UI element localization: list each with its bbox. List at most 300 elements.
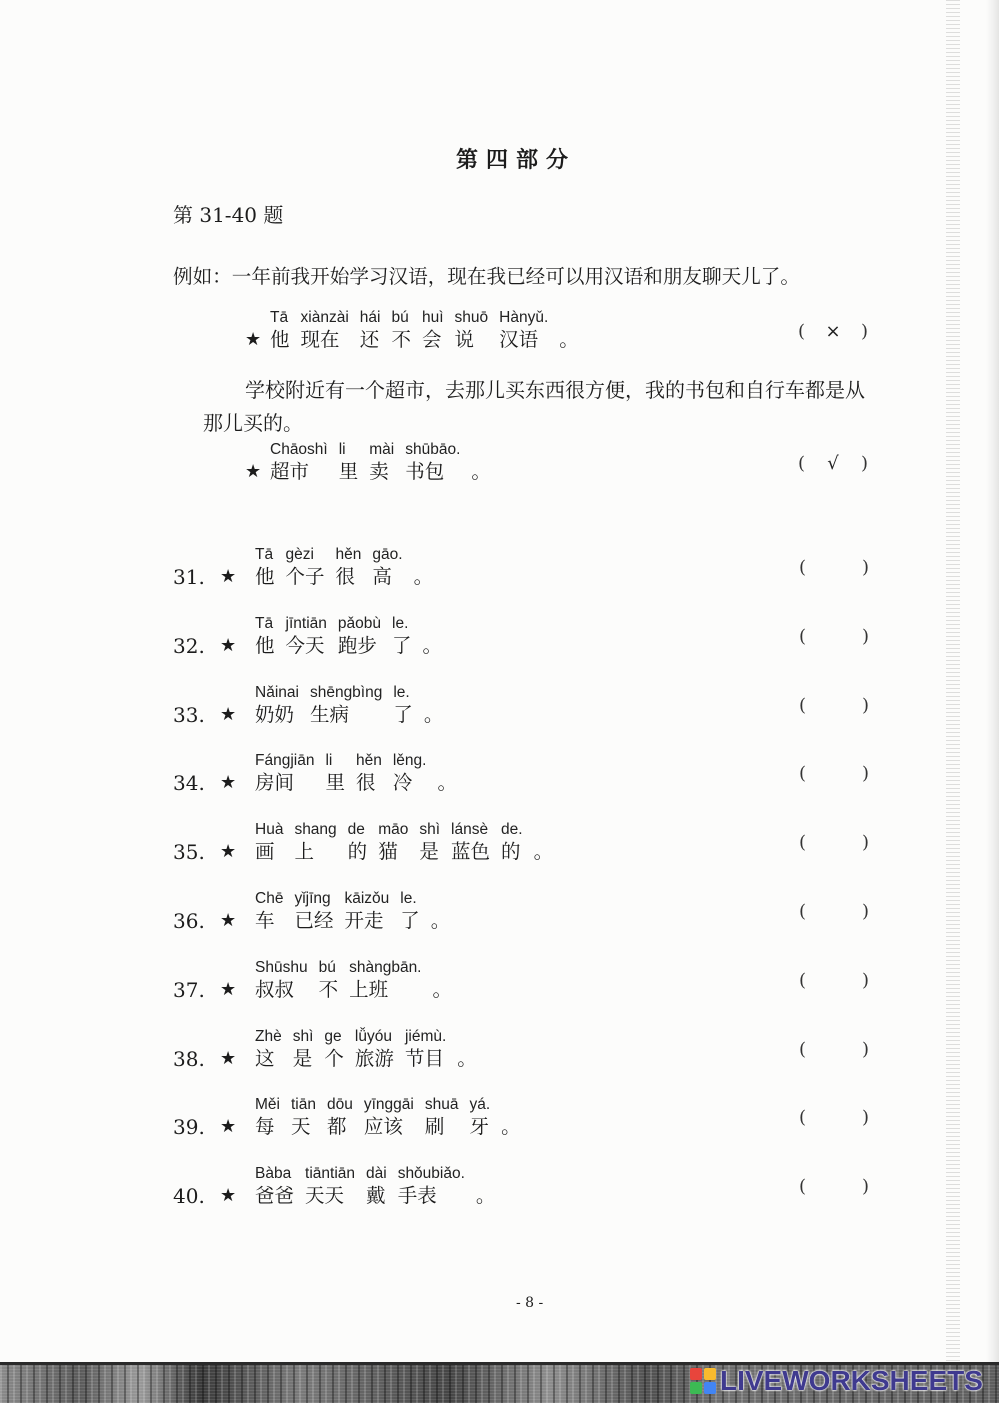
word bbox=[534, 820, 554, 864]
question-item bbox=[173, 751, 893, 820]
hanzi: 不 bbox=[391, 328, 411, 351]
hanzi: 上班 bbox=[349, 977, 389, 1001]
word bbox=[501, 820, 523, 864]
word bbox=[419, 820, 440, 864]
scan-edge-margin bbox=[986, 0, 999, 1362]
hanzi: 他 bbox=[255, 565, 275, 588]
passage-line: 那儿买的。 bbox=[203, 411, 303, 435]
pinyin: bú bbox=[318, 958, 336, 976]
question-item bbox=[173, 1095, 893, 1164]
word bbox=[294, 820, 336, 864]
hanzi: 爸爸 bbox=[255, 1184, 295, 1208]
hanzi: 节目 bbox=[404, 1046, 444, 1070]
word bbox=[255, 545, 275, 589]
question-number: 39. bbox=[173, 1115, 205, 1140]
word bbox=[286, 545, 325, 589]
paren-close: ) bbox=[861, 832, 869, 854]
sentence bbox=[255, 820, 553, 864]
example-label: 例如： bbox=[173, 265, 232, 288]
pinyin bbox=[471, 440, 491, 460]
pinyin bbox=[414, 545, 434, 565]
pinyin: lánsè bbox=[451, 821, 489, 839]
question-number: 32. bbox=[173, 633, 205, 658]
paren-open: ( bbox=[798, 453, 806, 474]
word bbox=[425, 1095, 459, 1139]
question-number: 35. bbox=[173, 840, 205, 865]
pinyin: jiémù. bbox=[404, 1027, 447, 1045]
hanzi: 里 bbox=[338, 460, 359, 483]
word bbox=[255, 889, 283, 933]
star-icon: ★ bbox=[220, 566, 237, 587]
hanzi: 。 bbox=[471, 460, 491, 483]
sentence bbox=[255, 751, 457, 795]
statement-line bbox=[173, 545, 893, 589]
question-number: 37. bbox=[173, 977, 205, 1002]
question-item bbox=[173, 683, 893, 752]
hanzi: 说 bbox=[454, 328, 475, 351]
word bbox=[437, 751, 457, 795]
pinyin: shì bbox=[419, 821, 441, 839]
word bbox=[400, 889, 420, 933]
pinyin: tiāntiān bbox=[305, 1165, 355, 1183]
pinyin: lǚyóu bbox=[354, 1027, 392, 1045]
pinyin: hěn bbox=[355, 752, 382, 770]
answer-box[interactable] bbox=[799, 969, 869, 993]
pinyin: pǎobù bbox=[337, 614, 381, 632]
paren-open: ( bbox=[799, 625, 807, 647]
page-number: - 8 - bbox=[516, 1295, 544, 1311]
statement-line bbox=[173, 751, 893, 795]
star-icon: ★ bbox=[220, 772, 237, 794]
hanzi: 的 bbox=[501, 840, 521, 864]
answer-box[interactable] bbox=[799, 900, 869, 924]
hanzi: 书包 bbox=[405, 460, 445, 483]
star-icon: ★ bbox=[220, 1116, 237, 1138]
pinyin: mài bbox=[369, 441, 395, 458]
word bbox=[327, 1095, 353, 1139]
word bbox=[455, 308, 489, 352]
section-title: 第四部分 bbox=[456, 147, 577, 173]
word bbox=[476, 1164, 496, 1208]
word bbox=[356, 751, 382, 795]
hanzi: 超市 bbox=[270, 460, 310, 483]
word bbox=[433, 958, 453, 1002]
word bbox=[301, 308, 349, 352]
paren-close: ) bbox=[861, 1038, 869, 1060]
sentence bbox=[255, 1027, 477, 1071]
word bbox=[349, 958, 421, 1002]
hanzi: 是 bbox=[419, 840, 439, 864]
question-item bbox=[173, 614, 893, 683]
word bbox=[499, 308, 548, 352]
paren-close: ) bbox=[861, 694, 869, 716]
sentence bbox=[270, 308, 579, 352]
pinyin: Měi bbox=[255, 1096, 280, 1114]
word bbox=[369, 440, 394, 484]
word bbox=[255, 683, 299, 727]
sentence bbox=[255, 545, 433, 589]
pinyin: Huà bbox=[255, 821, 284, 839]
hanzi: 卖 bbox=[369, 460, 389, 483]
paren-close: ) bbox=[860, 453, 868, 474]
hanzi: 个子 bbox=[285, 565, 325, 588]
hanzi: 很 bbox=[355, 771, 376, 795]
logo-square-icon bbox=[704, 1382, 716, 1394]
question-number: 36. bbox=[173, 908, 205, 933]
hanzi: 旅游 bbox=[354, 1046, 394, 1070]
pinyin: de. bbox=[501, 821, 523, 839]
word bbox=[293, 1027, 314, 1071]
sentence bbox=[255, 958, 452, 1002]
pinyin bbox=[559, 308, 579, 328]
question-number: 34. bbox=[173, 771, 205, 796]
word bbox=[364, 1095, 414, 1139]
pinyin: le. bbox=[392, 614, 409, 632]
hanzi: 很 bbox=[335, 565, 356, 588]
word bbox=[255, 958, 308, 1002]
question-item bbox=[173, 958, 893, 1027]
paren-open: ( bbox=[799, 763, 807, 785]
word bbox=[471, 440, 491, 484]
statement-line bbox=[173, 614, 893, 658]
paren-close: ) bbox=[861, 1176, 869, 1198]
hanzi: 车 bbox=[255, 908, 275, 932]
hanzi: 已经 bbox=[294, 908, 334, 932]
answer-box[interactable] bbox=[799, 694, 869, 718]
hanzi: 叔叔 bbox=[255, 977, 295, 1001]
paren-close: ) bbox=[860, 321, 868, 342]
word bbox=[414, 545, 434, 589]
word bbox=[422, 308, 444, 352]
scan-edge-shadow bbox=[946, 0, 960, 1362]
hanzi: 还 bbox=[359, 328, 380, 351]
pinyin bbox=[431, 889, 451, 909]
statement-line bbox=[173, 889, 893, 933]
word bbox=[255, 820, 283, 864]
pinyin: xiànzài bbox=[300, 309, 349, 326]
hanzi: 这 bbox=[255, 1046, 275, 1070]
hanzi: 房间 bbox=[255, 771, 295, 795]
sentence bbox=[255, 1164, 495, 1208]
star-icon: ★ bbox=[220, 909, 237, 931]
word bbox=[270, 440, 328, 484]
pinyin: hái bbox=[359, 309, 381, 326]
pinyin: Bàba bbox=[255, 1165, 292, 1183]
example-passage-2 bbox=[203, 374, 883, 440]
hanzi: 他 bbox=[255, 633, 275, 657]
paren-open: ( bbox=[799, 694, 807, 716]
word bbox=[393, 683, 413, 727]
word bbox=[319, 958, 339, 1002]
pinyin: shì bbox=[292, 1027, 314, 1045]
word bbox=[393, 751, 427, 795]
logo-square-icon bbox=[690, 1382, 702, 1394]
paren-close: ) bbox=[861, 557, 869, 578]
word bbox=[392, 614, 412, 658]
hanzi: 应该 bbox=[363, 1115, 403, 1139]
hanzi: 了 bbox=[400, 908, 420, 932]
pinyin: Chē bbox=[255, 889, 284, 907]
word bbox=[255, 1164, 294, 1208]
word bbox=[344, 889, 389, 933]
answer-box[interactable] bbox=[798, 320, 868, 344]
word bbox=[255, 1027, 282, 1071]
word bbox=[398, 1164, 465, 1208]
hanzi: 牙 bbox=[469, 1115, 489, 1139]
statement-line bbox=[245, 308, 885, 352]
pinyin: Hànyǔ. bbox=[499, 309, 549, 326]
pinyin bbox=[437, 751, 457, 771]
pinyin: Chāoshì bbox=[270, 441, 328, 458]
paren-open: ( bbox=[799, 1107, 807, 1129]
hanzi: 开走 bbox=[344, 908, 384, 932]
word bbox=[255, 1095, 280, 1139]
pinyin: shàngbān. bbox=[349, 958, 422, 976]
paren-close: ) bbox=[861, 1107, 869, 1129]
question-item bbox=[173, 889, 893, 958]
example-statement-1 bbox=[245, 308, 885, 356]
question-range: 第 31-40 题 bbox=[173, 203, 284, 227]
pinyin: Zhè bbox=[255, 1027, 282, 1045]
pinyin: shuō bbox=[454, 309, 489, 326]
hanzi: 都 bbox=[326, 1115, 347, 1139]
hanzi: 冷 bbox=[392, 771, 413, 795]
liveworksheets-logo bbox=[690, 1366, 983, 1396]
hanzi: 。 bbox=[423, 702, 444, 726]
pinyin: shǒubiǎo. bbox=[397, 1165, 465, 1183]
pinyin: shang bbox=[294, 821, 337, 839]
sentence bbox=[255, 889, 450, 933]
word bbox=[291, 1095, 316, 1139]
pinyin: jīntiān bbox=[285, 614, 327, 632]
word bbox=[294, 889, 333, 933]
word bbox=[336, 545, 362, 589]
star-icon: ★ bbox=[245, 329, 262, 350]
star-icon: ★ bbox=[220, 703, 237, 725]
question-number: 38. bbox=[173, 1046, 205, 1071]
hanzi: 汉语 bbox=[499, 328, 539, 351]
paren-open: ( bbox=[799, 969, 807, 991]
pinyin: de bbox=[347, 821, 365, 839]
word bbox=[391, 308, 411, 352]
word bbox=[339, 440, 359, 484]
answer-box[interactable] bbox=[799, 1175, 869, 1199]
sentence bbox=[255, 1095, 521, 1139]
paren-open: ( bbox=[799, 1176, 807, 1198]
pinyin: ge bbox=[324, 1027, 342, 1045]
logo-square-icon bbox=[704, 1368, 716, 1380]
word bbox=[325, 751, 345, 795]
question-item bbox=[173, 1027, 893, 1096]
hanzi: 戴 bbox=[366, 1184, 386, 1208]
word bbox=[324, 1027, 344, 1071]
pinyin: le. bbox=[393, 683, 410, 701]
example-statement-2 bbox=[245, 440, 885, 488]
pinyin: yǐjīng bbox=[294, 889, 331, 907]
hanzi: 天 bbox=[290, 1115, 311, 1139]
paren-open: ( bbox=[799, 557, 807, 578]
pinyin: Tā bbox=[255, 546, 274, 563]
example-passage-1: 一年前我开始学习汉语，现在我已经可以用汉语和朋友聊天儿了。 bbox=[231, 265, 800, 288]
hanzi: 他 bbox=[270, 328, 290, 351]
hanzi: 天天 bbox=[305, 1184, 345, 1208]
hanzi: 高 bbox=[372, 565, 392, 588]
paren-open: ( bbox=[798, 321, 806, 342]
word bbox=[255, 751, 314, 795]
paren-open: ( bbox=[799, 832, 807, 854]
hanzi: 。 bbox=[413, 565, 434, 588]
hanzi: 是 bbox=[292, 1046, 313, 1070]
answer-slot[interactable]: √ bbox=[827, 453, 839, 474]
star-icon: ★ bbox=[220, 1047, 237, 1069]
word bbox=[405, 440, 460, 484]
hanzi: 画 bbox=[255, 840, 275, 864]
question-number: 31. bbox=[173, 565, 205, 589]
paren-close: ) bbox=[861, 969, 869, 991]
word bbox=[451, 820, 490, 864]
answer-box[interactable] bbox=[799, 831, 869, 855]
statement-line bbox=[173, 820, 893, 864]
pinyin: Shūshu bbox=[255, 958, 308, 976]
pinyin: gāo. bbox=[372, 546, 403, 563]
word bbox=[338, 614, 381, 658]
pinyin: yīnggāi bbox=[363, 1096, 414, 1114]
logo-square-icon bbox=[690, 1368, 702, 1380]
word bbox=[305, 1164, 355, 1208]
star-icon: ★ bbox=[220, 1185, 237, 1207]
pinyin bbox=[476, 1164, 496, 1184]
pinyin bbox=[457, 1027, 477, 1047]
answer-box[interactable] bbox=[799, 762, 869, 786]
word bbox=[366, 1164, 387, 1208]
word bbox=[360, 308, 381, 352]
pinyin: lěng. bbox=[392, 752, 427, 770]
pinyin: shuā bbox=[424, 1096, 459, 1114]
hanzi: 。 bbox=[432, 977, 453, 1001]
pinyin bbox=[501, 1095, 521, 1115]
hanzi: 。 bbox=[559, 328, 579, 351]
pinyin: gèzi bbox=[285, 546, 314, 563]
watermark-text: LIVEWORKSHEETS bbox=[720, 1365, 983, 1396]
answer-box[interactable] bbox=[799, 1106, 869, 1130]
hanzi: 个 bbox=[324, 1046, 344, 1070]
hanzi: 了 bbox=[393, 702, 413, 726]
hanzi: 上 bbox=[294, 840, 314, 864]
answer-box[interactable] bbox=[799, 1038, 869, 1062]
example-intro bbox=[173, 265, 800, 289]
word bbox=[424, 683, 444, 727]
hanzi: 。 bbox=[430, 908, 451, 932]
pinyin: Nǎinai bbox=[255, 683, 299, 701]
paren-close: ) bbox=[861, 763, 869, 785]
question-list bbox=[173, 545, 893, 1233]
statement-line bbox=[173, 683, 893, 727]
hanzi: 里 bbox=[325, 771, 345, 795]
hanzi: 会 bbox=[421, 328, 442, 351]
pinyin: bú bbox=[391, 309, 409, 326]
question-number: 40. bbox=[173, 1184, 205, 1209]
word bbox=[348, 820, 368, 864]
word bbox=[355, 1027, 394, 1071]
hanzi: 。 bbox=[533, 840, 554, 864]
hanzi: 蓝色 bbox=[451, 840, 491, 864]
question-number: 33. bbox=[173, 702, 205, 727]
answer-box[interactable] bbox=[799, 625, 869, 649]
word bbox=[372, 545, 402, 589]
pinyin bbox=[424, 683, 444, 703]
hanzi: 不 bbox=[318, 977, 339, 1001]
hanzi: 生病 bbox=[309, 702, 349, 726]
word bbox=[310, 683, 382, 727]
star-icon: ★ bbox=[220, 978, 237, 1000]
hanzi: 猫 bbox=[378, 840, 398, 864]
passage-line: 学校附近有一个超市，去那儿买东西很方便，我的书包和自行车都是从 bbox=[245, 378, 865, 402]
hanzi: 奶奶 bbox=[255, 702, 295, 726]
star-icon: ★ bbox=[245, 461, 262, 482]
pinyin: Tā bbox=[255, 614, 274, 632]
statement-line bbox=[173, 1027, 893, 1071]
word bbox=[405, 1027, 446, 1071]
pinyin: dài bbox=[366, 1165, 387, 1183]
statement-line bbox=[173, 1164, 893, 1208]
hanzi: 。 bbox=[475, 1184, 496, 1208]
hanzi: 刷 bbox=[424, 1115, 445, 1139]
statement-line bbox=[173, 958, 893, 1002]
answer-slot[interactable]: × bbox=[825, 321, 841, 342]
pinyin: li bbox=[325, 752, 333, 770]
answer-box[interactable] bbox=[798, 452, 868, 476]
paren-close: ) bbox=[861, 625, 869, 647]
word bbox=[469, 1095, 490, 1139]
word bbox=[378, 820, 408, 864]
pinyin bbox=[433, 958, 453, 978]
statement-line bbox=[245, 440, 885, 484]
pinyin: huì bbox=[421, 309, 444, 326]
word bbox=[423, 614, 443, 658]
paren-open: ( bbox=[799, 1038, 807, 1060]
sentence bbox=[255, 683, 443, 727]
answer-box[interactable] bbox=[799, 556, 869, 580]
hanzi: 。 bbox=[501, 1115, 521, 1139]
word bbox=[286, 614, 327, 658]
pinyin: hěn bbox=[335, 546, 362, 563]
paren-close: ) bbox=[861, 900, 869, 922]
question-item bbox=[173, 545, 893, 614]
paren-open: ( bbox=[799, 900, 807, 922]
word bbox=[457, 1027, 477, 1071]
pinyin: Tā bbox=[270, 309, 289, 326]
liveworksheets-logo-icon bbox=[690, 1368, 716, 1394]
hanzi: 跑步 bbox=[337, 633, 377, 657]
hanzi: 今天 bbox=[285, 633, 325, 657]
question-item bbox=[173, 820, 893, 889]
pinyin: le. bbox=[400, 889, 417, 907]
pinyin: māo bbox=[378, 821, 409, 839]
word bbox=[270, 308, 290, 352]
pinyin: shūbāo. bbox=[405, 441, 461, 458]
pinyin: tiān bbox=[290, 1096, 316, 1114]
star-icon: ★ bbox=[220, 634, 237, 656]
statement-line bbox=[173, 1095, 893, 1139]
hanzi: 现在 bbox=[300, 328, 340, 351]
word bbox=[431, 889, 451, 933]
hanzi: 每 bbox=[255, 1115, 275, 1139]
hanzi: 了 bbox=[392, 633, 412, 657]
hanzi: 的 bbox=[347, 840, 368, 864]
pinyin: kāizǒu bbox=[344, 889, 390, 907]
sentence bbox=[270, 440, 491, 484]
pinyin bbox=[423, 614, 443, 634]
